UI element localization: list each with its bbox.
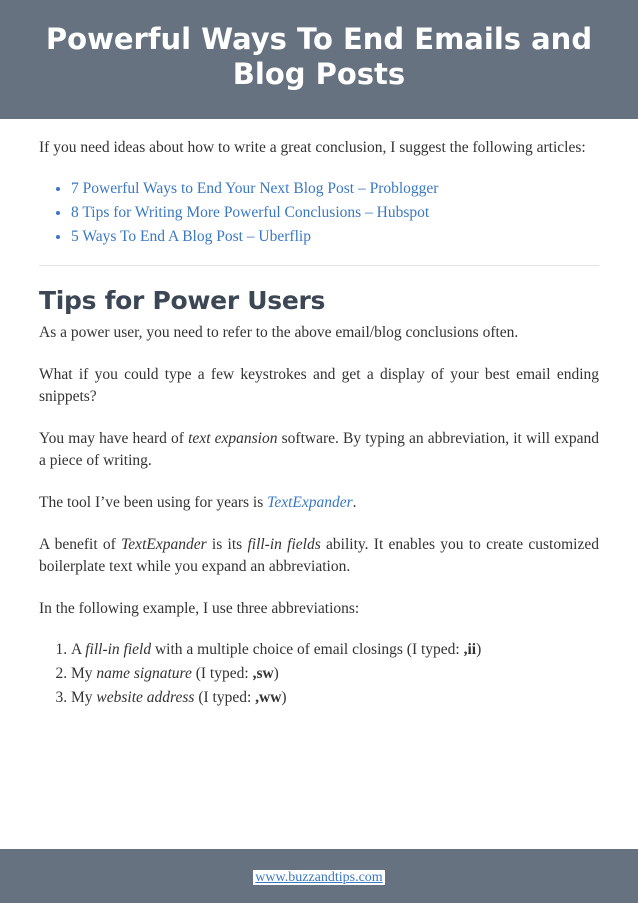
intro-prefix: If you need ideas about how to [39,139,234,156]
abbr-text: (I typed: [191,665,253,682]
footer-link-wrap [0,869,638,887]
abbr-text: A [71,641,86,658]
p5-textexpander: TextExpander [121,536,207,553]
article-link-hubspot[interactable]: 8 Tips for Writing More Powerful Conclusions – Hubspot [71,204,430,221]
list-item [71,225,599,249]
article-list [39,177,599,249]
list-item [71,638,599,662]
intro-suffix: , I suggest the following articles: [382,139,586,156]
abbr-code: ,sw [252,665,274,682]
p5-fill-in-fields: fill-in fields [247,536,321,553]
paragraph-tool [39,492,599,514]
article-link-problogger[interactable]: 7 Powerful Ways to End Your Next Blog Post – Problogger [71,180,439,197]
paragraph-keystrokes: What if you could type a few keystrokes and get a display of your best email ending snippets? [39,366,599,405]
section-divider [39,265,599,266]
paragraph-benefit [39,534,599,578]
write-conclusion-link[interactable]: write a great conclusion [234,139,383,156]
abbr-text: My [71,665,97,682]
list-item [71,662,599,686]
intro-paragraph [39,137,599,159]
abbr-emphasis: name signature [96,665,192,682]
textexpander-link[interactable]: TextExpander [267,494,353,511]
list-item [71,177,599,201]
list-item [71,201,599,225]
abbr-code: ,ii [463,641,477,658]
text-expansion-link[interactable]: text expansion [188,430,278,447]
p5-text-a: A benefit of [39,536,122,553]
abbr-text: My [71,689,97,706]
paragraph-text-expansion [39,428,599,472]
paragraph-example: In the following example, I use three abbreviations: [39,600,360,617]
abbr-code: ,ww [255,689,282,706]
p4-suffix: . [352,494,357,511]
article-link-uberflip[interactable]: 5 Ways To End A Blog Post – Uberflip [71,228,311,245]
abbr-text: ) [273,665,279,682]
list-item [71,686,599,710]
paragraph-power-user: As a power user, you need to refer to the above email/blog conclusions often. [39,324,519,341]
p4-prefix: The tool I’ve been using for years is [39,494,268,511]
p5-text-e: ability. It enables you to create customized boilerplate text while you expand an abbreviation. [39,536,599,575]
p3-suffix: software. By typing an abbreviation, it will expand a piece of writing. [39,430,599,469]
abbr-text: ) [281,689,287,706]
p5-text-c: is its [206,536,248,553]
abbr-emphasis: fill-in field [85,641,152,658]
page-title: Powerful Ways To End Emails and Blog Posts [45,21,593,91]
abbr-text: (I typed: [194,689,256,706]
abbr-text: ) [476,641,482,658]
abbr-text: with a multiple choice of email closings (I typed: [151,641,464,658]
abbreviation-list [39,638,599,710]
section-heading: Tips for Power Users [39,286,326,315]
abbr-emphasis: website address [96,689,195,706]
header-band [0,0,638,119]
article-body [39,137,599,710]
footer-band [0,849,638,903]
footer-link[interactable]: www.buzzandtips.com [255,870,383,885]
p3-prefix: You may have heard of [39,430,189,447]
